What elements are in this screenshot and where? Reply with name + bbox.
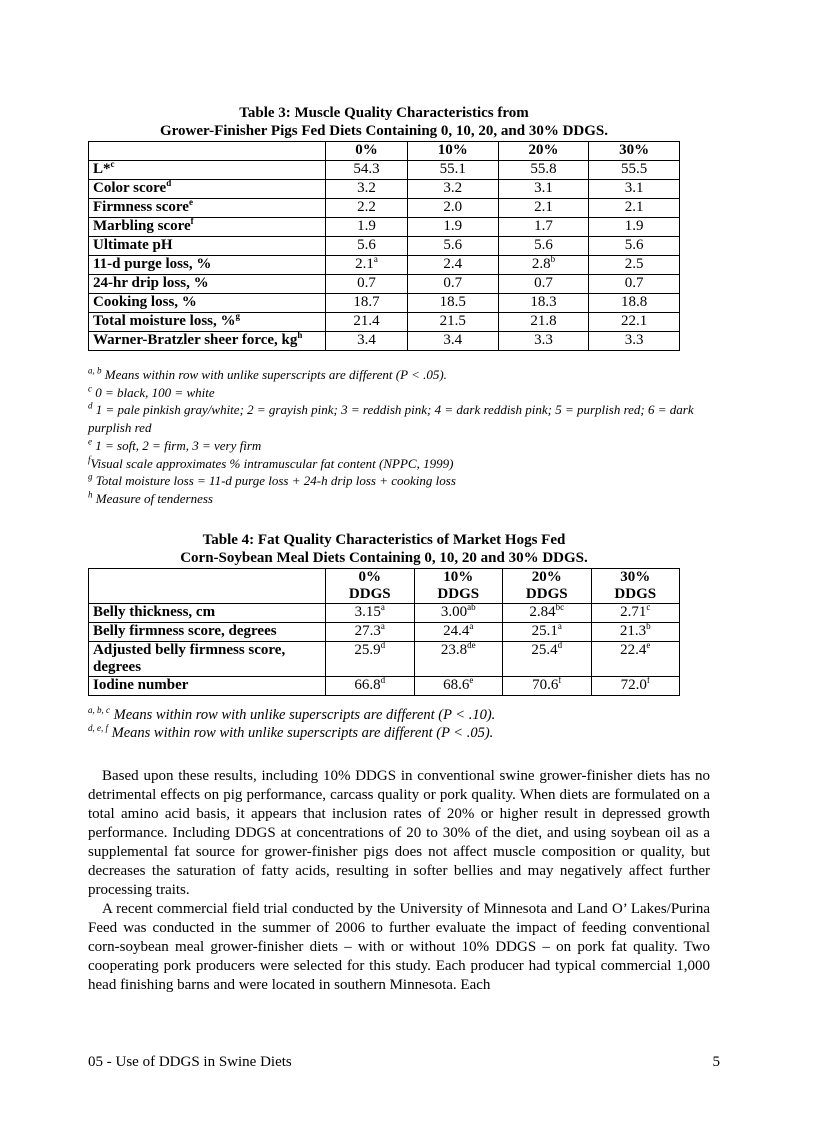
table3-cell: 18.5 bbox=[407, 294, 498, 313]
footnote-marker: f bbox=[88, 454, 91, 465]
table3-row bbox=[89, 275, 680, 294]
table4-footnotes bbox=[88, 706, 708, 742]
superscript: b bbox=[550, 254, 556, 264]
table3-row-label: Cooking loss, % bbox=[89, 294, 326, 313]
footer-title: 05 - Use of DDGS in Swine Diets bbox=[88, 1054, 292, 1070]
superscript: f bbox=[558, 675, 562, 685]
table3-cell: 55.1 bbox=[407, 161, 498, 180]
table3-row-label: 24-hr drip loss, % bbox=[89, 275, 326, 294]
superscript: g bbox=[235, 311, 241, 321]
table3-row bbox=[89, 180, 680, 199]
table3-row bbox=[89, 256, 680, 275]
table3-row bbox=[89, 218, 680, 237]
table3-row-label: Total moisture loss, %$^g$ bbox=[89, 313, 326, 332]
footnote: $^c$ 0 = black, 100 = white bbox=[88, 383, 215, 400]
table3-cell: 3.2 bbox=[407, 180, 498, 199]
table4 bbox=[88, 568, 680, 696]
table4-cell: 66.8$^d$ bbox=[326, 677, 415, 696]
table3-header-blank bbox=[89, 142, 326, 161]
superscript: a bbox=[380, 621, 385, 631]
superscript: e bbox=[646, 640, 651, 650]
table4-cell: 22.4e bbox=[591, 642, 680, 677]
table4-cell: 25.4$^d$ bbox=[503, 642, 592, 677]
table4-row bbox=[89, 642, 680, 677]
table3-cell: 0.7 bbox=[326, 275, 408, 294]
footnote: $^e$ 1 = soft, 2 = firm, 3 = very firm bbox=[88, 436, 262, 453]
superscript: d bbox=[380, 675, 386, 685]
page-footer bbox=[88, 1054, 720, 1071]
table3-row bbox=[89, 237, 680, 256]
table3-cell: 1.9 bbox=[589, 218, 680, 237]
table4-caption bbox=[88, 531, 680, 567]
table4-col-header: 20% DDGS bbox=[503, 569, 592, 604]
superscript: h bbox=[297, 330, 303, 340]
table4-row bbox=[89, 677, 680, 696]
page-number: 5 bbox=[712, 1054, 720, 1070]
table3-cell: 0.7 bbox=[498, 275, 589, 294]
footnote: $^d$ 1 = pale pinkish gray/white; 2 = grayish pink; 3 = reddish pink; 4 = dark reddish pink; 5 = purplish red; 6 = dark purplish red bbox=[88, 401, 694, 436]
table4-cell: 3.00$^{ab}$ bbox=[414, 604, 503, 623]
superscript: f bbox=[190, 216, 194, 226]
superscript: d bbox=[557, 640, 563, 650]
table4-title-line1: Table 4: Fat Quality Characteristics of Market Hogs Fed bbox=[202, 532, 566, 548]
superscript: c bbox=[646, 602, 651, 612]
table4-cell: 70.6$^f$ bbox=[503, 677, 592, 696]
table3-cell: 55.5 bbox=[589, 161, 680, 180]
table3-cell: 2.1 bbox=[498, 199, 589, 218]
footnote-marker: a, b bbox=[88, 365, 102, 376]
superscript: a bbox=[557, 621, 562, 631]
table3-cell: 2.4 bbox=[407, 256, 498, 275]
table3-cell: 3.3 bbox=[498, 332, 589, 351]
body-text bbox=[88, 767, 710, 995]
superscript: d bbox=[380, 640, 386, 650]
table4-cell: 2.71$^c$ bbox=[591, 604, 680, 623]
superscript: a bbox=[469, 621, 474, 631]
footnote-marker: g bbox=[88, 471, 93, 482]
table3-cell: 3.1 bbox=[589, 180, 680, 199]
superscript: e bbox=[469, 675, 474, 685]
superscript: d bbox=[166, 178, 172, 188]
table3-cell: 5.6 bbox=[589, 237, 680, 256]
footnote-marker: d, e, f bbox=[88, 723, 108, 734]
table4-col-header: 10% DDGS bbox=[414, 569, 503, 604]
table4-col-header: 30% DDGS bbox=[591, 569, 680, 604]
table4-cell: 2.84$^{bc}$ bbox=[503, 604, 592, 623]
table3-cell: 22.1 bbox=[589, 313, 680, 332]
table4-row bbox=[89, 623, 680, 642]
table4-cell: 24.4$^a$ bbox=[414, 623, 503, 642]
table3-cell: 21.5 bbox=[407, 313, 498, 332]
paragraph: A recent commercial field trial conducted by the University of Minnesota and Land O’ Lakes/Purina Feed was conducted in the summer of 2006 to further evaluate the impact of feeding conventional corn-soybean meal grower-finisher diets – with or without 10% DDGS – on pork fat quality. Two cooperating pork producers were selected for this study. Each producer had typical commercial 1,000 head finishing barns and were located in southern Minnesota. Each bbox=[88, 901, 710, 993]
table4-cell: 21.3$^b$ bbox=[591, 623, 680, 642]
table4-cell: 72.0$^f$ bbox=[591, 677, 680, 696]
table3-col-header: 30% bbox=[589, 142, 680, 161]
superscript: f bbox=[646, 675, 650, 685]
table3-cell: 2.0 bbox=[407, 199, 498, 218]
table4-row-label: Iodine number bbox=[89, 677, 326, 696]
table3-cell: 1.7 bbox=[498, 218, 589, 237]
table3 bbox=[88, 141, 680, 351]
table3-cell: 21.8 bbox=[498, 313, 589, 332]
table3-row bbox=[89, 294, 680, 313]
table3-row-label: Marbling score$^f$ bbox=[89, 218, 326, 237]
footnote: $^{a, b, c}$ Means within row with unlike superscripts are different (P < .10). bbox=[88, 705, 496, 723]
table3-cell: 3.1 bbox=[498, 180, 589, 199]
table3-footnotes bbox=[88, 366, 708, 508]
table4-cell: 23.8de bbox=[414, 642, 503, 677]
table3-cell: 3.3 bbox=[589, 332, 680, 351]
table4-cell: 3.15$^a$ bbox=[326, 604, 415, 623]
superscript: de bbox=[467, 640, 476, 650]
table4-cell: 27.3$^a$ bbox=[326, 623, 415, 642]
table3-row-label: Color score$^d$ bbox=[89, 180, 326, 199]
table4-cell: 25.9$^d$ bbox=[326, 642, 415, 677]
superscript: b bbox=[646, 621, 651, 631]
table3-row-label: L*$^c$ bbox=[89, 161, 326, 180]
table4-cell: 68.6e bbox=[414, 677, 503, 696]
footnote: $^{a, b}$ Means within row with unlike superscripts are different (P < .05). bbox=[88, 365, 447, 382]
table4-row-label: Belly firmness score, degrees bbox=[89, 623, 326, 642]
footnote-marker: h bbox=[88, 489, 93, 500]
table4-row bbox=[89, 604, 680, 623]
table3-row-label: Warner-Bratzler sheer force, $kg^h$ bbox=[89, 332, 326, 351]
table3-row-label: Firmness score$^e$ bbox=[89, 199, 326, 218]
table3-cell: 2.2 bbox=[326, 199, 408, 218]
table3-col-header: 20% bbox=[498, 142, 589, 161]
table3-cell: 2.5 bbox=[589, 256, 680, 275]
superscript: a bbox=[373, 254, 378, 264]
table3-cell: 3.4 bbox=[326, 332, 408, 351]
table3-cell: 2.8$^b$ bbox=[498, 256, 589, 275]
superscript: e bbox=[188, 197, 193, 207]
table4-title-line2: Corn-Soybean Meal Diets Containing 0, 10, 20 and 30% DDGS. bbox=[180, 550, 588, 566]
table3-row bbox=[89, 313, 680, 332]
table3-row bbox=[89, 161, 680, 180]
table3-row bbox=[89, 332, 680, 351]
table4-row-label: Belly thickness, cm bbox=[89, 604, 326, 623]
superscript: a bbox=[380, 602, 385, 612]
footnote-marker: d bbox=[88, 401, 93, 412]
table3-cell: 5.6 bbox=[407, 237, 498, 256]
table3-cell: 54.3 bbox=[326, 161, 408, 180]
table3-header-row bbox=[89, 142, 680, 161]
table3-cell: 0.7 bbox=[407, 275, 498, 294]
paragraph: Based upon these results, including 10% DDGS in conventional swine grower-finisher diets has no detrimental effects on pig performance, carcass quality or pork quality. When diets are formulated on a total amino acid basis, it appears that inclusion rates of 20% or higher result in depressed growth performance. Including DDGS at concentrations of 20 to 30% of the diet, and using soybean oil as a supplemental fat source for grower-finisher pigs does not affect muscle composition or quality, but decreases the saturation of fatty acids, resulting in softer bellies and may negatively affect further processing traits. bbox=[88, 768, 710, 898]
table3-cell: 1.9 bbox=[407, 218, 498, 237]
table3-cell: 18.8 bbox=[589, 294, 680, 313]
superscript: c bbox=[110, 159, 115, 169]
table4-cell: 25.1$^a$ bbox=[503, 623, 592, 642]
table3-cell: 21.4 bbox=[326, 313, 408, 332]
footnote-marker: e bbox=[88, 436, 92, 447]
footnote-marker: c bbox=[88, 383, 92, 394]
table3-row bbox=[89, 199, 680, 218]
table3-col-header: 0% bbox=[326, 142, 408, 161]
table3-cell: 18.7 bbox=[326, 294, 408, 313]
superscript: ab bbox=[467, 602, 476, 612]
table4-header-row bbox=[89, 569, 680, 604]
table3-cell: 2.1 bbox=[589, 199, 680, 218]
footnote: $^g$ Total moisture loss = 11-d purge loss + 24-h drip loss + cooking loss bbox=[88, 471, 456, 489]
table3-row-label: 11-d purge loss, % bbox=[89, 256, 326, 275]
table3-row-label: Ultimate pH bbox=[89, 237, 326, 256]
table3-cell: 5.6 bbox=[498, 237, 589, 256]
table4-header-blank bbox=[89, 569, 326, 604]
table3-cell: 55.8 bbox=[498, 161, 589, 180]
table3-col-header: 10% bbox=[407, 142, 498, 161]
table3-cell: 3.2 bbox=[326, 180, 408, 199]
table3-cell: 3.4 bbox=[407, 332, 498, 351]
footnote: $^h$ Measure of tenderness bbox=[88, 489, 213, 506]
table3-cell: 18.3 bbox=[498, 294, 589, 313]
footnote: $^{d, e, f}$ Means within row with unlike superscripts are different (P < .05). bbox=[88, 723, 494, 741]
table4-row-label: Adjusted belly firmness score, degrees bbox=[89, 642, 326, 677]
superscript: bc bbox=[555, 602, 565, 612]
footnote: $^f$Visual scale approximates % intramuscular fat content (NPPC, 1999) bbox=[88, 454, 454, 471]
table4-col-header: 0% DDGS bbox=[326, 569, 415, 604]
table3-title-line1: Table 3: Muscle Quality Characteristics from bbox=[239, 105, 529, 121]
table3-cell: 2.1$^a$ bbox=[326, 256, 408, 275]
table3-caption bbox=[88, 104, 680, 140]
table3-cell: 1.9 bbox=[326, 218, 408, 237]
footnote-marker: a, b, c bbox=[88, 705, 110, 716]
table3-cell: 0.7 bbox=[589, 275, 680, 294]
table3-title-line2: Grower-Finisher Pigs Fed Diets Containing 0, 10, 20, and 30% DDGS. bbox=[159, 123, 609, 139]
table3-cell: 5.6 bbox=[326, 237, 408, 256]
